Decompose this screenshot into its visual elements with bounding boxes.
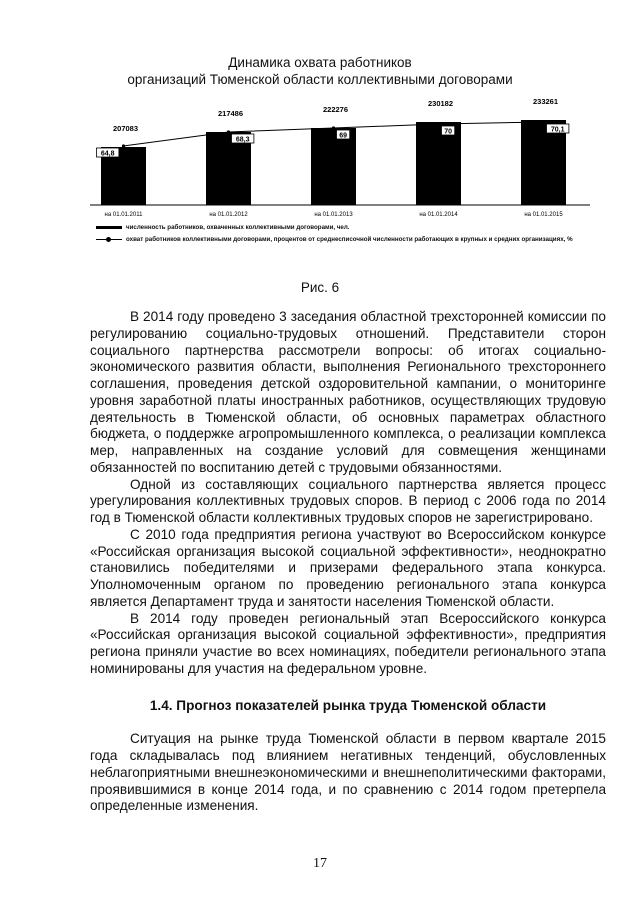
x-tick-label-4: на 01.01.2014 — [419, 212, 458, 218]
bar-3 — [311, 128, 356, 205]
bar-value-label-3: 222276 — [322, 105, 349, 114]
legend-label-bars: численность работников, охваченных коллективными договорами, чел. — [126, 224, 350, 231]
paragraph-labor-disputes: Одной из составляющих социального партнерства является процесс урегулирования коллективных трудовых споров. В период с 2006 года по 2014 год в Тюменской области коллективных трудовых споров не зарегистрировано. — [90, 476, 606, 525]
line-value-label-2: 68,3 — [235, 136, 250, 144]
legend-item-line — [96, 236, 616, 245]
document-body — [90, 309, 606, 815]
line-point-2 — [227, 130, 230, 133]
bar-line-chart — [0, 0, 640, 225]
line-value-label-5: 70,1 — [550, 126, 565, 134]
line-value-label-1: 64,8 — [100, 150, 115, 158]
page-number: 17 — [313, 856, 327, 871]
x-tick-label-5: на 01.01.2015 — [524, 212, 563, 218]
x-tick-label-2: на 01.01.2012 — [209, 212, 248, 218]
paragraph-contest: С 2010 года предприятия региона участвуют во Всероссийском конкурсе «Российская организация высокой социальной эффективности», неоднократно становились победителями и призерами федерального этапа конкурса. Уполномоченным органом по проведению регионального этапа конкурса является Департамент труда и занятости населения Тюменской области. — [90, 526, 606, 609]
x-tick-label-1: на 01.01.2011 — [104, 212, 143, 218]
chart-title-line-2: организаций Тюменской области коллективными договорами — [127, 72, 513, 87]
chart-title-line-1: Динамика охвата работников — [228, 55, 412, 70]
bar-value-label-5: 233261 — [532, 97, 559, 106]
line-point-4 — [437, 122, 440, 125]
legend-bar-swatch — [96, 224, 122, 232]
paragraph-commission: В 2014 году проведено 3 заседания областной трехсторонней комиссии по регулированию социально-трудовых отношений. Представители сторон социального партнерства рассмотрели вопросы: об итогах социально-экономического развития области, выполнения Регионального трехстороннего соглашения, проведения детской оздоровительной кампании, о мониторинге уровня заработной платы иностранных работников, осуществляющих трудовую деятельность в Тюменской области, об основных параметрах областного бюджета, о поддержке агропромышленного комплекса, о реализации комплекса мер, направленных на создание условий для совмещения женщинами обязанностей по воспитанию детей с трудовыми обязанностями. — [90, 309, 606, 475]
paragraph-regional-stage: В 2014 году проведен региональный этап Всероссийского конкурса «Российская организация высокой социальной эффективности», предприятия региона приняли участие во всех номинациях, победители регионального этапа номинированы для участия на федеральном уровне. — [90, 610, 606, 676]
section-heading: 1.4. Прогноз показателей рынка труда Тюменской области — [149, 697, 547, 713]
figure-caption: Рис. 6 — [300, 280, 340, 295]
bar-value-label-1: 207083 — [112, 124, 139, 133]
chart-legend — [96, 224, 616, 247]
line-value-label-3: 69 — [339, 132, 347, 140]
line-point-3 — [332, 126, 335, 129]
line-point-1 — [122, 144, 125, 147]
paragraph-labor-market: Ситуация на рынке труда Тюменской области в первом квартале 2015 года складывалась под влиянием негативных тенденций, обусловленных неблагоприятными внешнеэкономическими и внешнеполитическими факторами, проявившимися в конце 2014 года, и по сравнению с 2014 годом претерпела определенные изменения. — [90, 731, 606, 814]
line-point-5 — [542, 120, 545, 123]
legend-line-swatch — [96, 236, 122, 244]
line-value-label-4: 70 — [444, 128, 452, 136]
bar-value-label-4: 230182 — [427, 99, 454, 108]
x-tick-label-3: на 01.01.2013 — [314, 212, 353, 218]
bar-value-label-2: 217486 — [217, 109, 244, 118]
legend-label-line: охват работников коллективными договорами, процентов от среднесписочной численности работающих в крупных и средних организациях, % — [126, 235, 573, 243]
legend-item-bars — [96, 224, 616, 233]
